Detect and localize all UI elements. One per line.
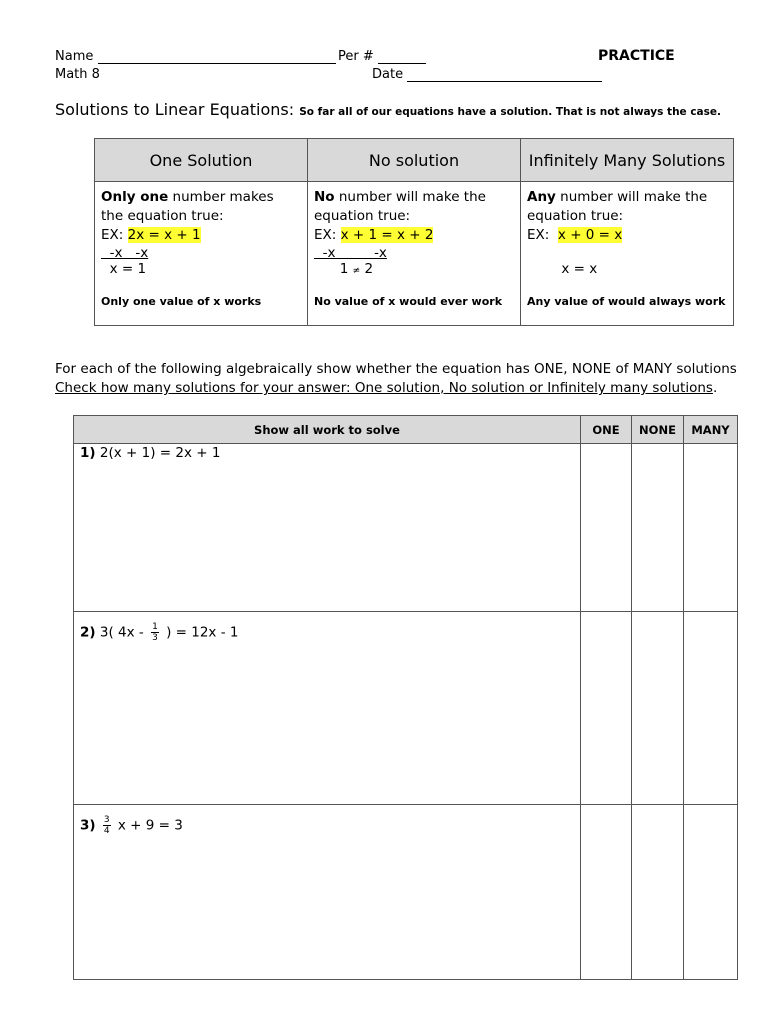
name-blank[interactable]: [98, 50, 336, 64]
per-blank[interactable]: [378, 50, 426, 64]
problem-2-none-checkbox[interactable]: [632, 612, 684, 805]
example-equation: 2x = x + 1: [127, 227, 201, 243]
fraction-denominator: 4: [103, 826, 110, 836]
problem-1-many-checkbox[interactable]: [684, 444, 738, 612]
name-label: Name: [55, 49, 94, 64]
fraction-one-third: [151, 622, 159, 643]
work-step-2-right: 2: [364, 261, 374, 277]
ex-label: EX:: [527, 227, 558, 243]
no-solution-footer: No value of x would ever work: [314, 295, 503, 308]
heading-one-solution: One Solution: [95, 139, 308, 182]
problem-number: 2): [80, 624, 96, 641]
problem-number: 1): [80, 445, 96, 461]
lead-bold: No: [314, 189, 335, 205]
solution-types-table: [94, 138, 734, 326]
work-step-2: x = 1: [101, 261, 147, 277]
lead-rest: number will make the: [555, 189, 708, 205]
header-one: ONE: [581, 416, 632, 444]
heading-no-solution: No solution: [308, 139, 521, 182]
table-row: [74, 805, 738, 980]
lead-line2: the equation true:: [101, 208, 224, 224]
fraction-numerator: 3: [103, 815, 110, 825]
example-equation: x + 1 = x + 2: [340, 227, 434, 243]
fraction-three-quarters: [103, 815, 111, 836]
name-row: [55, 49, 336, 64]
problem-number: 3): [80, 817, 96, 834]
lead-bold: Any: [527, 189, 556, 205]
ex-label: EX:: [101, 227, 128, 243]
date-label: Date: [372, 67, 404, 82]
table-row: [74, 444, 738, 612]
course-label: Math 8: [55, 67, 100, 82]
practice-label: PRACTICE: [598, 48, 675, 64]
problem-3-work-area[interactable]: [74, 805, 581, 980]
header-none: NONE: [632, 416, 684, 444]
ex-label: EX:: [314, 227, 341, 243]
date-row: [372, 67, 602, 82]
instructions-line-1: For each of the following algebraically show whether the equation has ONE, NONE of MANY solutions: [55, 361, 737, 377]
heading-infinite-solutions: Infinitely Many Solutions: [521, 139, 734, 182]
period-row: [338, 49, 426, 64]
lead-rest: number will make the: [334, 189, 486, 205]
fraction-denominator: 3: [152, 633, 158, 643]
not-equal-symbol: ≠: [352, 266, 361, 276]
infinite-solutions-footer: Any value of would always work: [527, 295, 726, 308]
lead-line2: equation true:: [527, 208, 624, 224]
header-many: MANY: [684, 416, 738, 444]
per-label: Per #: [338, 49, 374, 64]
work-step-1: -x -x: [314, 245, 387, 261]
problem-2-one-checkbox[interactable]: [581, 612, 632, 805]
work-step-1: -x -x: [101, 245, 149, 261]
practice-problems-table: [73, 415, 738, 980]
intro: [55, 100, 721, 119]
problem-2-work-area[interactable]: [74, 612, 581, 805]
problem-1-equation: 2(x + 1) = 2x + 1: [99, 445, 221, 461]
instructions-line-2: [55, 380, 717, 396]
one-solution-cell: [95, 182, 308, 326]
work-step-2-left: 1: [314, 261, 349, 277]
lead-rest: number makes: [168, 189, 274, 205]
instructions-period: .: [712, 380, 718, 396]
intro-title: Solutions to Linear Equations:: [55, 100, 295, 119]
work-step-2: x = x: [527, 261, 598, 277]
fraction-numerator: 1: [152, 622, 158, 632]
infinite-solutions-cell: [521, 182, 734, 326]
table-row: [74, 612, 738, 805]
date-blank[interactable]: [407, 68, 602, 82]
problem-3-equation: x + 9 = 3: [117, 817, 183, 834]
problem-1-none-checkbox[interactable]: [632, 444, 684, 612]
problem-1-one-checkbox[interactable]: [581, 444, 632, 612]
header-show-work: Show all work to solve: [74, 416, 581, 444]
no-solution-cell: [308, 182, 521, 326]
lead-line2: equation true:: [314, 208, 411, 224]
problem-2-many-checkbox[interactable]: [684, 612, 738, 805]
problem-2-equation-left: 3( 4x -: [99, 624, 144, 641]
problem-3-one-checkbox[interactable]: [581, 805, 632, 980]
lead-bold: Only one: [101, 189, 169, 205]
one-solution-footer: Only one value of x works: [101, 295, 262, 308]
problem-3-none-checkbox[interactable]: [632, 805, 684, 980]
intro-subtitle: So far all of our equations have a solution. That is not always the case.: [299, 106, 721, 118]
instructions-line-2-text: Check how many solutions for your answer: One solution, No solution or Infinitely many solutions: [55, 380, 713, 396]
problem-3-many-checkbox[interactable]: [684, 805, 738, 980]
example-equation: x + 0 = x: [557, 227, 623, 243]
problem-1-work-area[interactable]: [74, 444, 581, 612]
problem-2-equation-right: ) = 12x - 1: [166, 624, 239, 641]
